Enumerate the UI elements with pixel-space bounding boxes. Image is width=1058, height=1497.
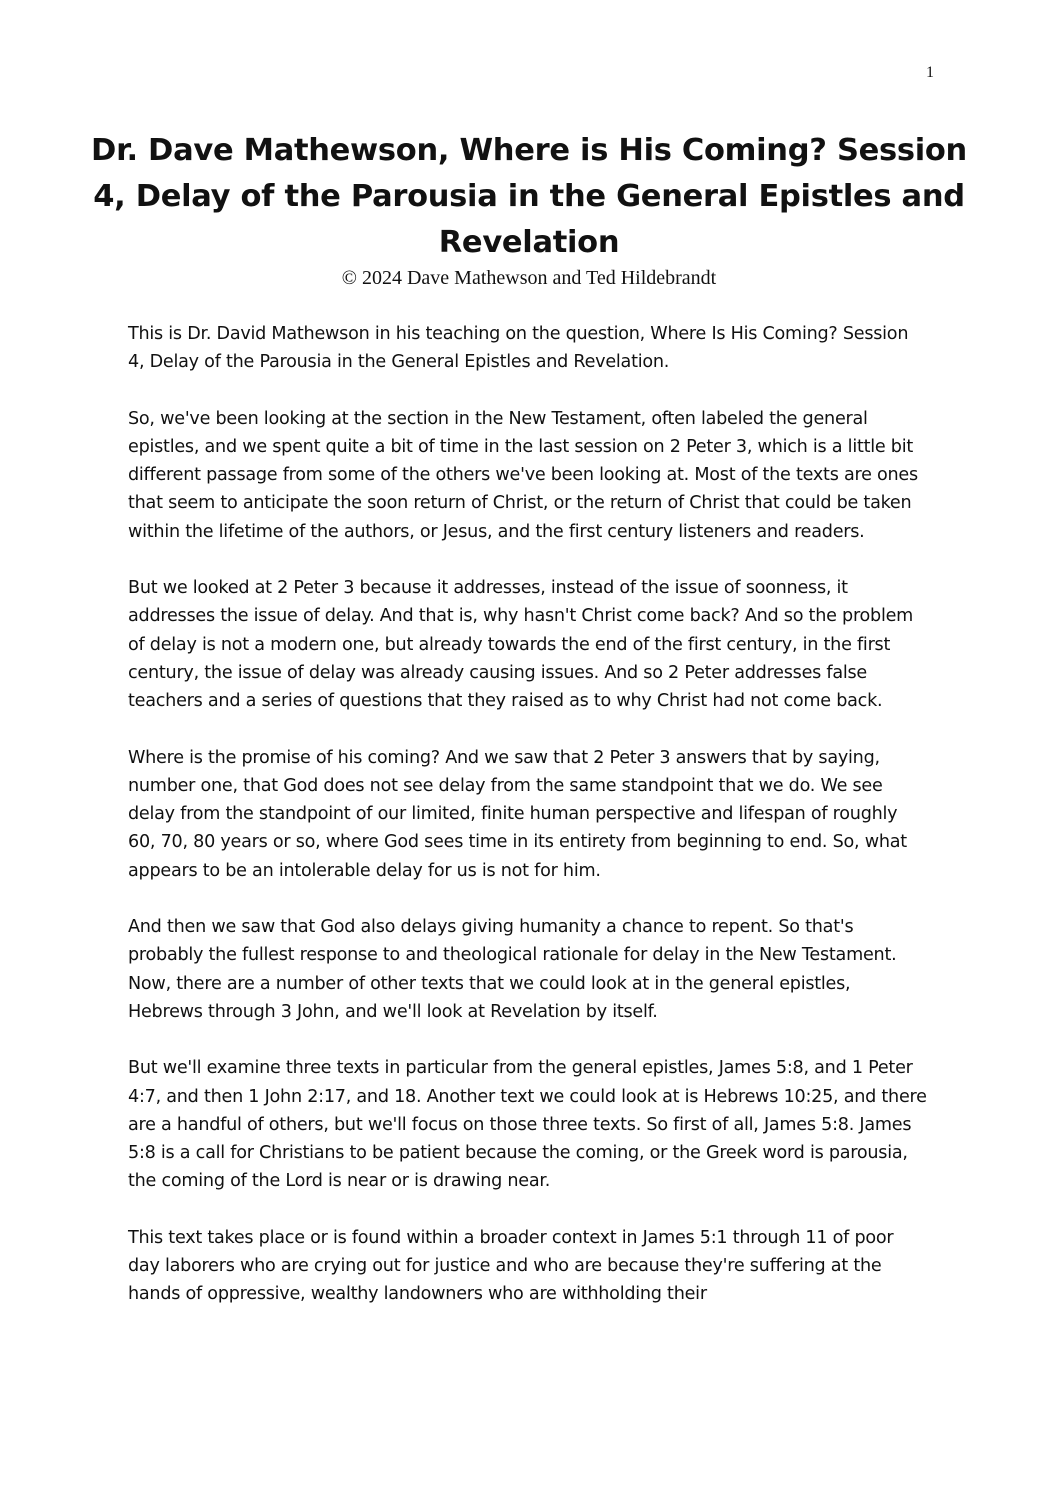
- paragraph: But we'll examine three texts in particular from the general epistles, James 5:8, and 1 Peter 4:7, and then 1 John 2:17, and 18. Another text we could look at is Hebrews 10:25, and there are a handful of others, but we'll focus on those three texts. So first of all, James 5:8. James 5:8 is a call for Christians to be patient because the coming, or the Greek word is parousia, the coming of the Lord is near or is drawing near.: [128, 1058, 927, 1192]
- document-body: [128, 320, 928, 1337]
- paragraph: This text takes place or is found within a broader context in James 5:1 through 11 of poor day laborers who are crying out for justice and who are because they're suffering at the hands of oppressive, wealthy landowners who are withholding their: [128, 1227, 894, 1305]
- paragraph: So, we've been looking at the section in the New Testament, often labeled the general epistles, and we spent quite a bit of time in the last session on 2 Peter 3, which is a little bit different passage from some of the others we've been looking at. Most of the texts are ones that seem to anticipate the soon return of Christ, or the return of Christ that could be taken within the lifetime of the authors, or Jesus, and the first century listeners and readers.: [128, 408, 918, 542]
- title-block: [80, 128, 978, 290]
- page-number: 1: [926, 64, 934, 81]
- paragraph: This is Dr. David Mathewson in his teaching on the question, Where Is His Coming? Session 4, Delay of the Parousia in the General Epistles and Revelation.: [128, 324, 909, 373]
- paragraph: And then we saw that God also delays giving humanity a chance to repent. So that's probably the fullest response to and theological rationale for delay in the New Testament. Now, there are a number of other texts that we could look at in the general epistles, Hebrews through 3 John, and we'll look at Revelation by itself.: [128, 917, 897, 1022]
- paragraph: Where is the promise of his coming? And we saw that 2 Peter 3 answers that by saying, number one, that God does not see delay from the same standpoint that we do. We see delay from the standpoint of our limited, finite human perspective and lifespan of roughly 60, 70, 80 years or so, where God sees time in its entirety from beginning to end. So, what appears to be an intolerable delay for us is not for him.: [128, 747, 907, 881]
- copyright-line: © 2024 Dave Mathewson and Ted Hildebrandt: [341, 267, 717, 289]
- document-title: Dr. Dave Mathewson, Where is His Coming? Session 4, Delay of the Parousia in the General Epistles and Revelation: [91, 133, 967, 260]
- paragraph: But we looked at 2 Peter 3 because it addresses, instead of the issue of soonness, it addresses the issue of delay. And that is, why hasn't Christ come back? And so the problem of delay is not a modern one, but already towards the end of the first century, in the first century, the issue of delay was already causing issues. And so 2 Peter addresses false teachers and a series of questions that they raised as to why Christ had not come back.: [128, 578, 914, 712]
